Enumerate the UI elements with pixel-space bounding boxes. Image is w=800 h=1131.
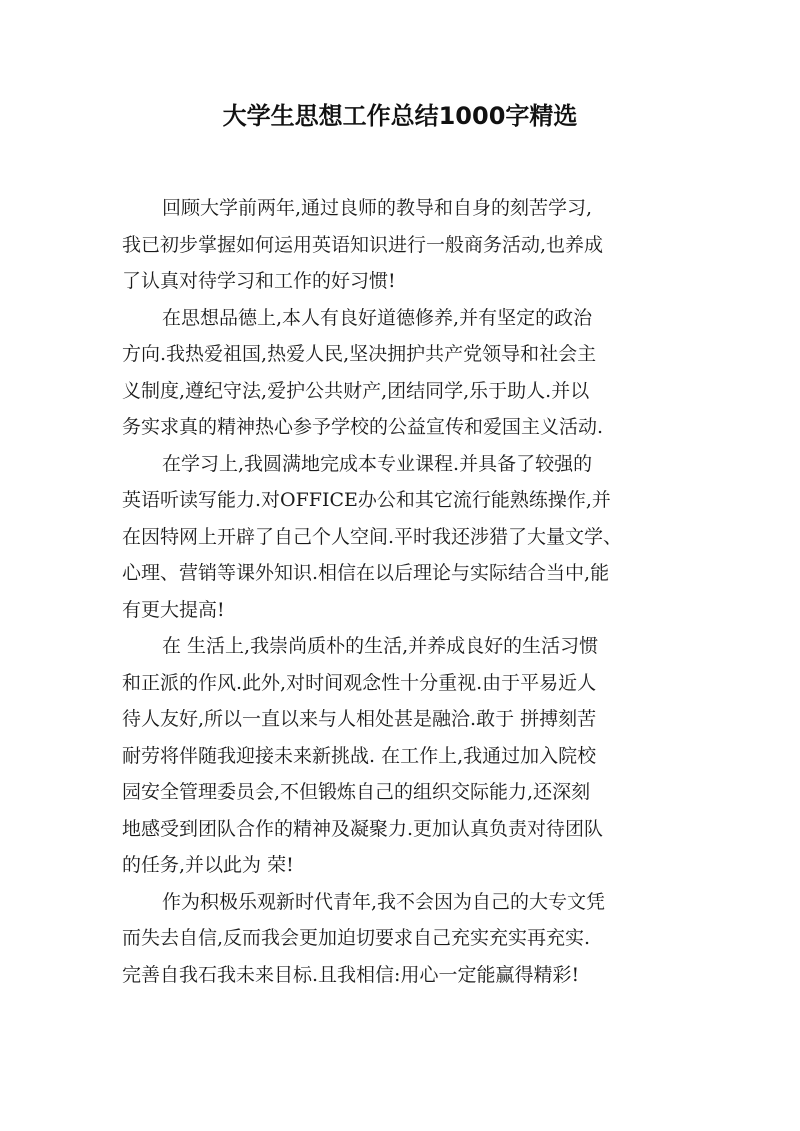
page-title: 大学生思想工作总结1000字精选 xyxy=(222,102,578,130)
paragraph-line: 作为积极乐观新时代青年,我不会因为自己的大专文凭 xyxy=(162,890,606,913)
paragraph-line: 心理、营销等课外知识.相信在以后理论与实际结合当中,能 xyxy=(122,562,610,584)
paragraph-line: 和正派的作风.此外,对时间观念性十分重视.由于平易近人 xyxy=(122,671,597,694)
paragraph-line: 园安全管理委员会,不但锻炼自己的组织交际能力,还深刻 xyxy=(122,781,591,803)
paragraph-line: 义制度,遵纪守法,爱护公共财产,团结同学,乐于助人.并以 xyxy=(122,379,590,402)
paragraph-line: 英语听读写能力.对OFFICE办公和其它流行能熟练操作,并 xyxy=(122,489,611,511)
paragraph-future xyxy=(122,884,682,994)
paragraph-line: 耐劳将伴随我迎接未来新挑战. 在工作上,我通过加入院校 xyxy=(122,744,597,767)
paragraph-line: 在 生活上,我崇尚质朴的生活,并养成良好的生活习惯 xyxy=(162,635,599,657)
paragraph-life-work xyxy=(122,628,682,884)
paragraph-line: 而失去自信,反而我会更加迫切要求自己充实充实再充实. xyxy=(122,927,591,949)
paragraph-line: 有更大提高! xyxy=(122,598,225,621)
paragraph-study xyxy=(122,446,682,629)
paragraph-line: 务实求真的精神热心参予学校的公益宣传和爱国主义活动. xyxy=(122,416,604,438)
paragraph-line: 回顾大学前两年,通过良师的教导和自身的刻苦学习, xyxy=(162,197,593,219)
paragraph-line: 在思想品德上,本人有良好道德修养,并有坚定的政治 xyxy=(162,306,593,329)
paragraph-line: 完善自我石我未来目标.且我相信:用心一定能赢得精彩! xyxy=(122,963,580,986)
document-body xyxy=(122,190,682,993)
paragraph-line: 了认真对待学习和工作的好习惯! xyxy=(122,270,396,292)
paragraph-line: 我已初步掌握如何运用英语知识进行一般商务活动,也养成 xyxy=(122,233,604,256)
paragraph-line: 地感受到团队合作的精神及凝聚力.更加认真负责对待团队 xyxy=(122,817,604,840)
paragraph-line: 待人友好,所以一直以来与人相处甚是融洽.敢于 拼搏刻苦 xyxy=(122,708,597,730)
paragraph-ideology xyxy=(122,300,682,446)
paragraph-review xyxy=(122,190,682,300)
paragraph-line: 方向.我热爱祖国,热爱人民,坚决拥护共产党领导和社会主 xyxy=(122,343,597,365)
paragraph-line: 在因特网上开辟了自己个人空间.平时我还涉猎了大量文学、 xyxy=(122,525,623,548)
paragraph-line: 的任务,并以此为 荣! xyxy=(122,854,294,876)
paragraph-line: 在学习上,我圆满地完成本专业课程.并具备了较强的 xyxy=(162,452,593,475)
